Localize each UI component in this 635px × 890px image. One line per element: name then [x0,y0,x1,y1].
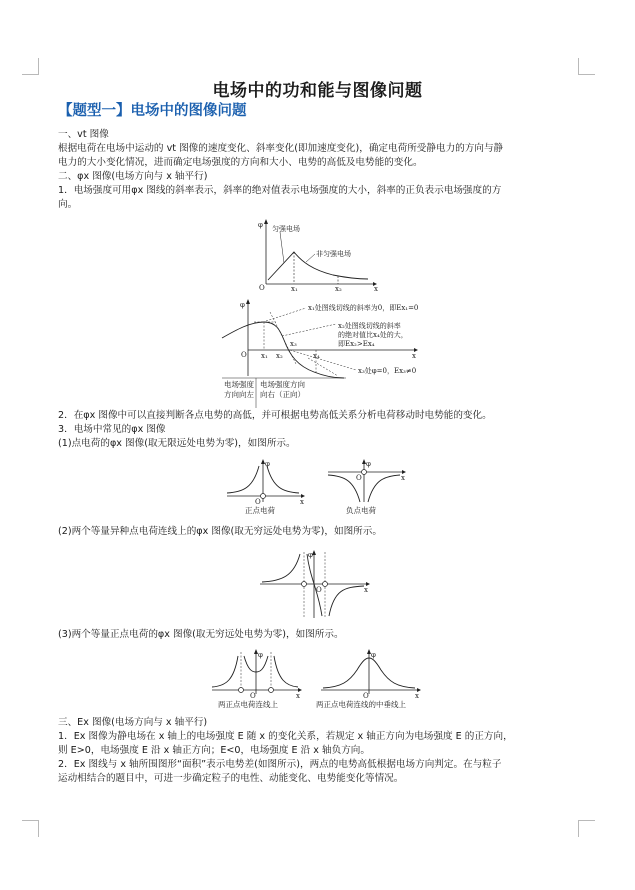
heading-e-x: 三、Ex 图像(电场方向与 x 轴平行) [58,717,208,728]
corner-mark-bottom-right [578,820,595,837]
figure-uniform-nonuniform [258,218,378,293]
leader-ann1 [266,308,306,321]
figure-point-charge-positive [225,458,305,514]
phi-curve-right [368,475,400,502]
tick-x1: x₁ [261,352,268,360]
tick-x3: x₃ [290,340,297,348]
phi-curve-left [262,554,300,582]
tick-x2: x₂ [335,285,342,293]
phi-curve-right [267,466,299,493]
annotation-x2-line2: 的绝对值比x₄处的大， [338,331,408,339]
leader-uniform [280,232,284,263]
axis-label-phi: φ [258,651,263,659]
ex1-line2: 则 E>0，电场强度 E 沿 x 轴正方向；E<0，电场强度 E 沿 x 轴负方向。 [58,745,370,756]
axis-label-x: x [401,474,405,482]
leader-ann3 [290,350,356,370]
figure-phi-x-annotated [218,298,418,408]
axis-label-phi: φ [366,460,371,468]
figure-point-charge-negative [326,458,406,514]
y-axis-arrow-icon [264,219,268,224]
origin-label: O [255,498,261,506]
corner-mark-top-left [22,58,39,75]
caption-positive-charge: 正点电荷 [245,506,275,515]
origin-label: O [241,351,247,359]
tick-x1: x₁ [291,285,298,293]
phi-curve-right [274,656,298,687]
heading-phi-x: 二、φx 图像(电场方向与 x 轴平行) [58,171,208,182]
axis-label-x: x [300,498,304,506]
caption-on-line: 两正点电荷连线上 [218,700,278,709]
positive-charge-icon [239,688,244,693]
box-right-line1: 电场强度方向 [260,380,305,389]
item1-line1: 1．电场强度可用φx 图线的斜率表示，斜率的绝对值表示电场强度的大小，斜率的正负表示电场强度的方 [58,185,502,196]
figure-two-positive-on-line [210,648,305,708]
heading-vt: 一、vt 图像 [58,129,109,140]
sub1: (1)点电荷的φx 图像(取无限远处电势为零)，如图所示。 [58,438,296,449]
origin-label: O [259,284,265,292]
ex2-line2: 运动相结合的题目中，可进一步确定粒子的电性、动能变化、电势能变化等情况。 [58,773,404,784]
figure-two-positive-perpendicular [313,648,428,708]
label-nonuniform-field: 非匀强电场 [316,250,351,258]
origin-label: O [363,692,369,700]
sub3: (3)两个等量正点电荷的φx 图像(取无穷远处电势为零)，如图所示。 [58,629,344,640]
annotation-x3: x₃处φ=0，Ex₃≠0 [358,367,417,375]
axis-label-x: x [412,352,416,360]
origin-label: O [316,586,322,594]
phi-curve-right [329,586,364,616]
axis-label-phi: φ [240,301,245,309]
tick-x4: x₄ [313,352,320,360]
tick-x2: x₂ [276,352,283,360]
figure-opposite-charges [258,548,373,620]
axis-label-phi: φ [371,651,376,659]
item2: 2．在φx 图像中可以直接判断各点电势的高低，并可根据电势高低关系分析电荷移动时电势能的变化。 [58,410,492,421]
box-right-line2: 向右（正向） [260,390,305,399]
phi-curve-middle [307,554,322,616]
label-uniform-field: 匀强电场 [272,225,300,233]
box-left-line1: 电场强度 [224,380,254,389]
sub2: (2)两个等量异种点电荷连线上的φx 图像(取无穷远处电势为零)，如图所示。 [58,526,382,537]
annotation-x2-line1: x₂处图线切线的斜率 [338,322,401,330]
axis-label-phi: φ [258,221,263,229]
negative-charge-icon [323,582,328,587]
axis-label-phi: φ [308,551,313,559]
annotation-x2-line3: 即Ex₂>Ex₄ [338,340,375,348]
item3: 3．电场中常见的φx 图像 [58,424,166,435]
phi-curve-left [227,466,259,493]
leader-nonuniform [306,254,315,262]
positive-charge-icon [261,494,266,499]
item1-line2: 向。 [58,199,78,210]
ex2-line1: 2．Ex 图线与 x 轴所围图形“面积”表示电势差(如图所示)，两点的电势高低根据电场方向判定。在与粒子 [58,759,502,770]
ex1-line1: 1．Ex 图像为静电场在 x 轴上的电场强度 E 随 x 的变化关系，若规定 x 轴正方向为电场强度 E 的正方向， [58,731,513,742]
caption-negative-charge: 负点电荷 [346,506,376,515]
leader-ann2 [282,324,336,336]
axis-label-x: x [296,692,300,700]
axis-label-x: x [374,285,378,293]
box-left-line2: 方向向左 [224,390,254,399]
axis-label-phi: φ [265,460,270,468]
caption-perpendicular: 两正点电荷连线的中垂线上 [316,700,406,709]
phi-curve-left [212,656,238,687]
axis-label-x: x [415,692,419,700]
section-title: 【题型一】电场中的图像问题 [58,103,247,119]
paragraph-vt-line2: 电力的大小变化情况，进而确定电场强度的方向和大小、电势的高低及电势能的变化。 [58,157,423,168]
negative-charge-icon [362,470,367,475]
page-title: 电场中的功和能与图像问题 [212,81,423,101]
annotation-x1: x₁处图线切线的斜率为0，即Ex₁=0 [308,304,419,312]
tangent-x4 [308,358,338,376]
origin-label: O [356,474,362,482]
corner-mark-top-right [578,58,595,75]
paragraph-vt-line1: 根据电荷在电场中运动的 vt 图像的速度变化、斜率变化(即加速度变化)，确定电荷所受静电力的方向与静 [58,143,504,154]
origin-label: O [250,692,256,700]
corner-mark-bottom-left [22,820,39,837]
y-axis-arrow-icon [246,299,250,304]
axis-label-x: x [364,586,368,594]
tangent-x2 [270,312,296,364]
positive-charge-icon [269,688,274,693]
positive-charge-icon [302,582,307,587]
